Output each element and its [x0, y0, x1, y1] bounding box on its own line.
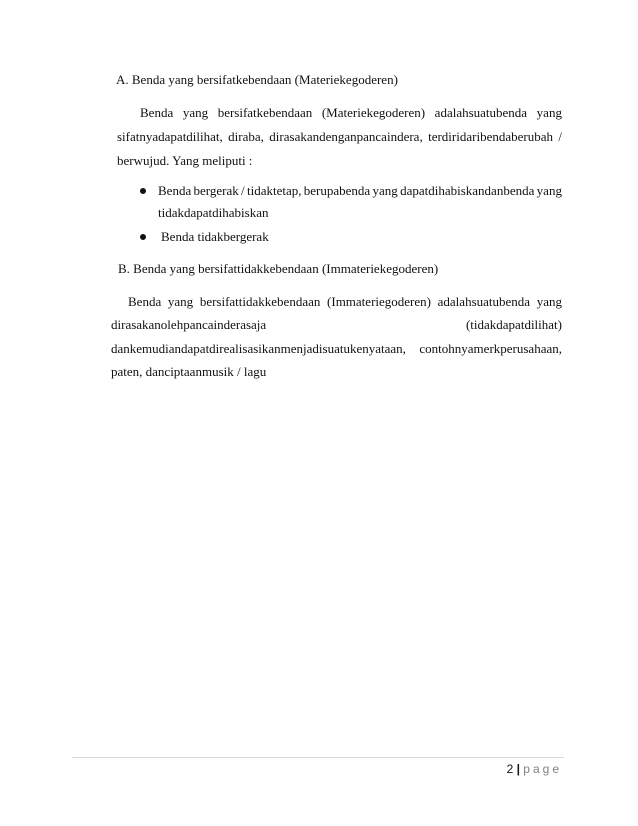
bullet-icon: [140, 234, 146, 240]
word: (tidakdapatdilihat): [465, 317, 562, 332]
word: yang: [536, 294, 562, 309]
word: Benda: [128, 294, 162, 309]
word: bergerak: [193, 183, 239, 198]
word: Benda: [140, 105, 174, 120]
word: sifatnyadapatdilihat,: [117, 129, 223, 144]
word: dirasakandenganpancaindera,: [269, 129, 423, 144]
page-footer: [420, 762, 562, 776]
word: diraba,: [228, 129, 264, 144]
section-a-paragraph-line-3: berwujud. Yang meliputi :: [117, 153, 253, 168]
section-b-paragraph-line-2: [111, 317, 562, 333]
word: (Immateriegoderen): [327, 294, 431, 309]
word: adalahsuatubenda: [434, 105, 528, 120]
word: berupabenda: [303, 183, 371, 198]
footer-separator: |: [516, 762, 520, 776]
word: terdiridaribendaberubah: [428, 129, 553, 144]
word: (Materiekegoderen): [321, 105, 426, 120]
bullet-item-1-line-2: tidakdapatdihabiskan: [158, 205, 269, 220]
page-number: 2: [506, 762, 514, 776]
bullet-item-1-line-1: [158, 183, 562, 199]
section-b-paragraph-line-1: [128, 294, 562, 310]
word: dirasakanolehpancainderasaja: [111, 317, 267, 332]
word: dapatdihabiskandanbenda: [400, 183, 535, 198]
word: dankemudiandapatdirealisasikanmenjadisuatukenyataan,: [111, 341, 406, 356]
section-b-paragraph-line-3: [111, 341, 562, 357]
section-a-paragraph-line-2: [117, 129, 562, 145]
word: /: [558, 129, 562, 144]
footer-divider: [72, 757, 564, 758]
word: /: [241, 183, 245, 198]
word: yang: [536, 183, 562, 198]
section-a-paragraph-line-1: [140, 105, 562, 121]
bullet-item-2: Benda tidakbergerak: [161, 229, 269, 244]
word: bersifattidakkebendaan: [199, 294, 321, 309]
word: yang: [372, 183, 398, 198]
section-b-paragraph-line-4: paten, danciptaanmusik / lagu: [111, 364, 267, 379]
section-b-heading: B. Benda yang bersifattidakkebendaan (Immateriekegoderen): [118, 261, 439, 276]
word: tidaktetap,: [246, 183, 302, 198]
word: yang: [182, 105, 209, 120]
word: bersifatkebendaan: [217, 105, 313, 120]
word: yang: [536, 105, 562, 120]
section-a-heading: A. Benda yang bersifatkebendaan (Materiekegoderen): [116, 72, 398, 87]
word: adalahsuatubenda: [437, 294, 531, 309]
bullet-icon: [140, 188, 146, 194]
page-label: page: [523, 762, 562, 776]
word: yang: [167, 294, 194, 309]
word: Benda: [158, 183, 192, 198]
word: contohnyamerkperusahaan,: [419, 341, 562, 356]
